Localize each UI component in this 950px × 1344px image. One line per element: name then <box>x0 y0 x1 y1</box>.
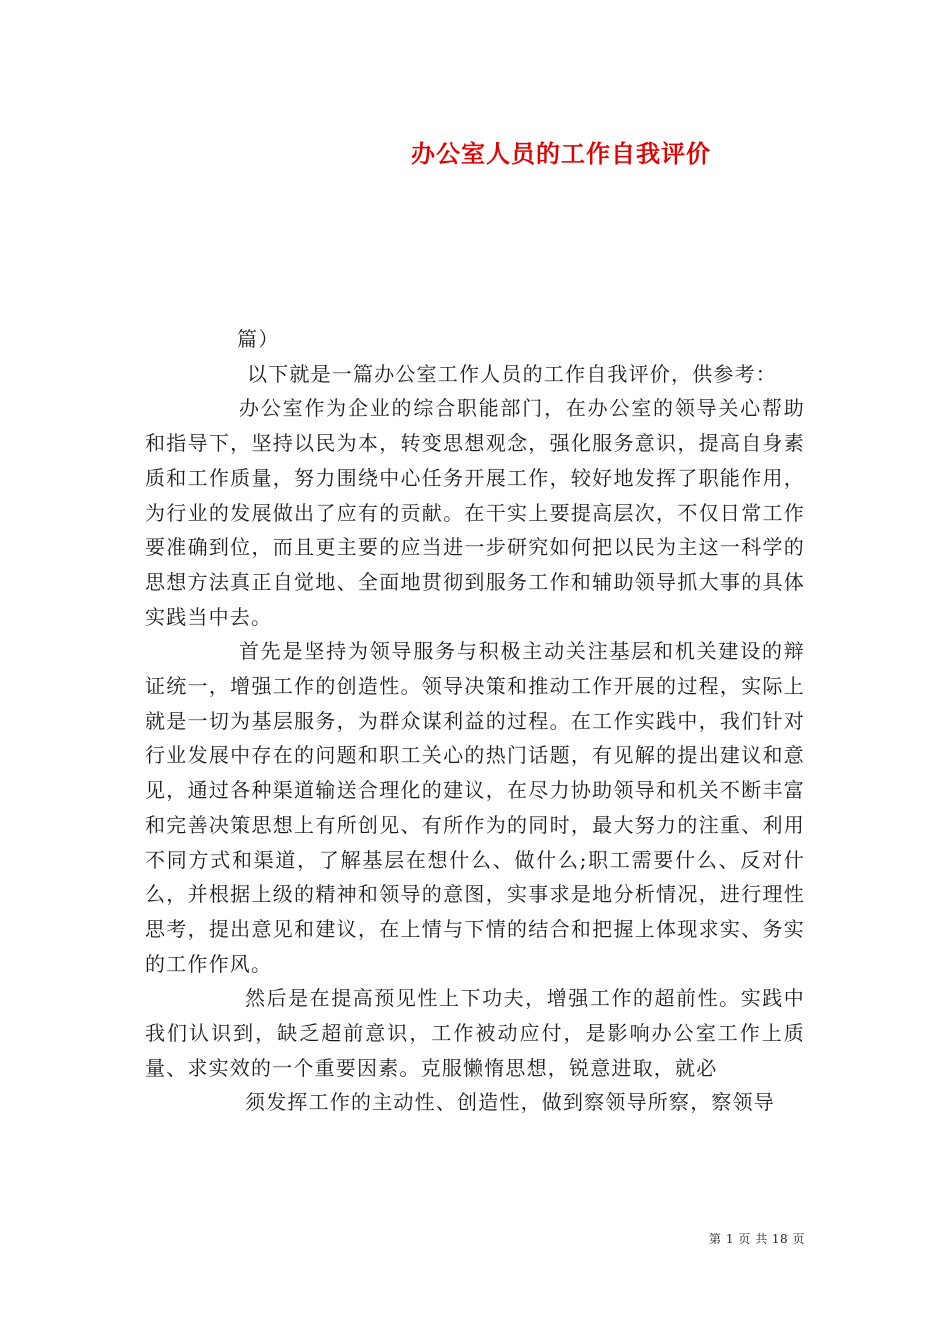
paragraph-2: 首先是坚持为领导服务与积极主动关注基层和机关建设的辩证统一，增强工作的创造性。领导决策和推动工作开展的过程，实际上就是一切为基层服务，为群众谋利益的过程。在工作实践中，我们针对行业发展中存在的问题和职工关心的热门话题，有见解的提出建议和意见，通过各种渠道输送合理化的建议，在尽力协助领导和机关不断丰富和完善决策思想上有所创见、有所作为的同时，最大努力的注重、利用不同方式和渠道，了解基层在想什么、做什么;职工需要什么、反对什么，并根据上级的精神和领导的意图，实事求是地分析情况，进行理性思考，提出意见和建议，在上情与下情的结合和把握上体现求实、务实的工作作风。 <box>145 639 805 976</box>
paragraph-4: 须发挥工作的主动性、创造性，做到察领导所察，察领导 <box>245 1090 775 1115</box>
paragraph-1: 办公室作为企业的综合职能部门，在办公室的领导关心帮助和指导下，坚持以民为本，转变思想观念，强化服务意识，提高自身素质和工作质量，努力围绕中心任务开展工作，较好地发挥了职能作用，为行业的发展做出了应有的贡献。在干实上要提高层次，不仅日常工作要准确到位，而且更主要的应当进一步研究如何把以民为主这一科学的思想方法真正自觉地、全面地贯彻到服务工作和辅助领导抓大事的具体实践当中去。 <box>145 396 805 629</box>
paragraph-3: 然后是在提高预见性上下功夫，增强工作的超前性。实践中我们认识到，缺乏超前意识，工作被动应付，是影响办公室工作上质量、求实效的一个重要因素。克服懒惰思想，锐意进取，就必 <box>145 986 805 1080</box>
paragraph-fragment: 篇） <box>237 327 280 351</box>
document-title: 办公室人员的工作自我评价 <box>411 139 711 168</box>
paragraph-intro: 以下就是一篇办公室工作人员的工作自我评价，供参考： <box>247 361 777 386</box>
document-body <box>145 322 805 1120</box>
page-number-footer: 第 1 页 共 18 页 <box>709 1232 805 1246</box>
